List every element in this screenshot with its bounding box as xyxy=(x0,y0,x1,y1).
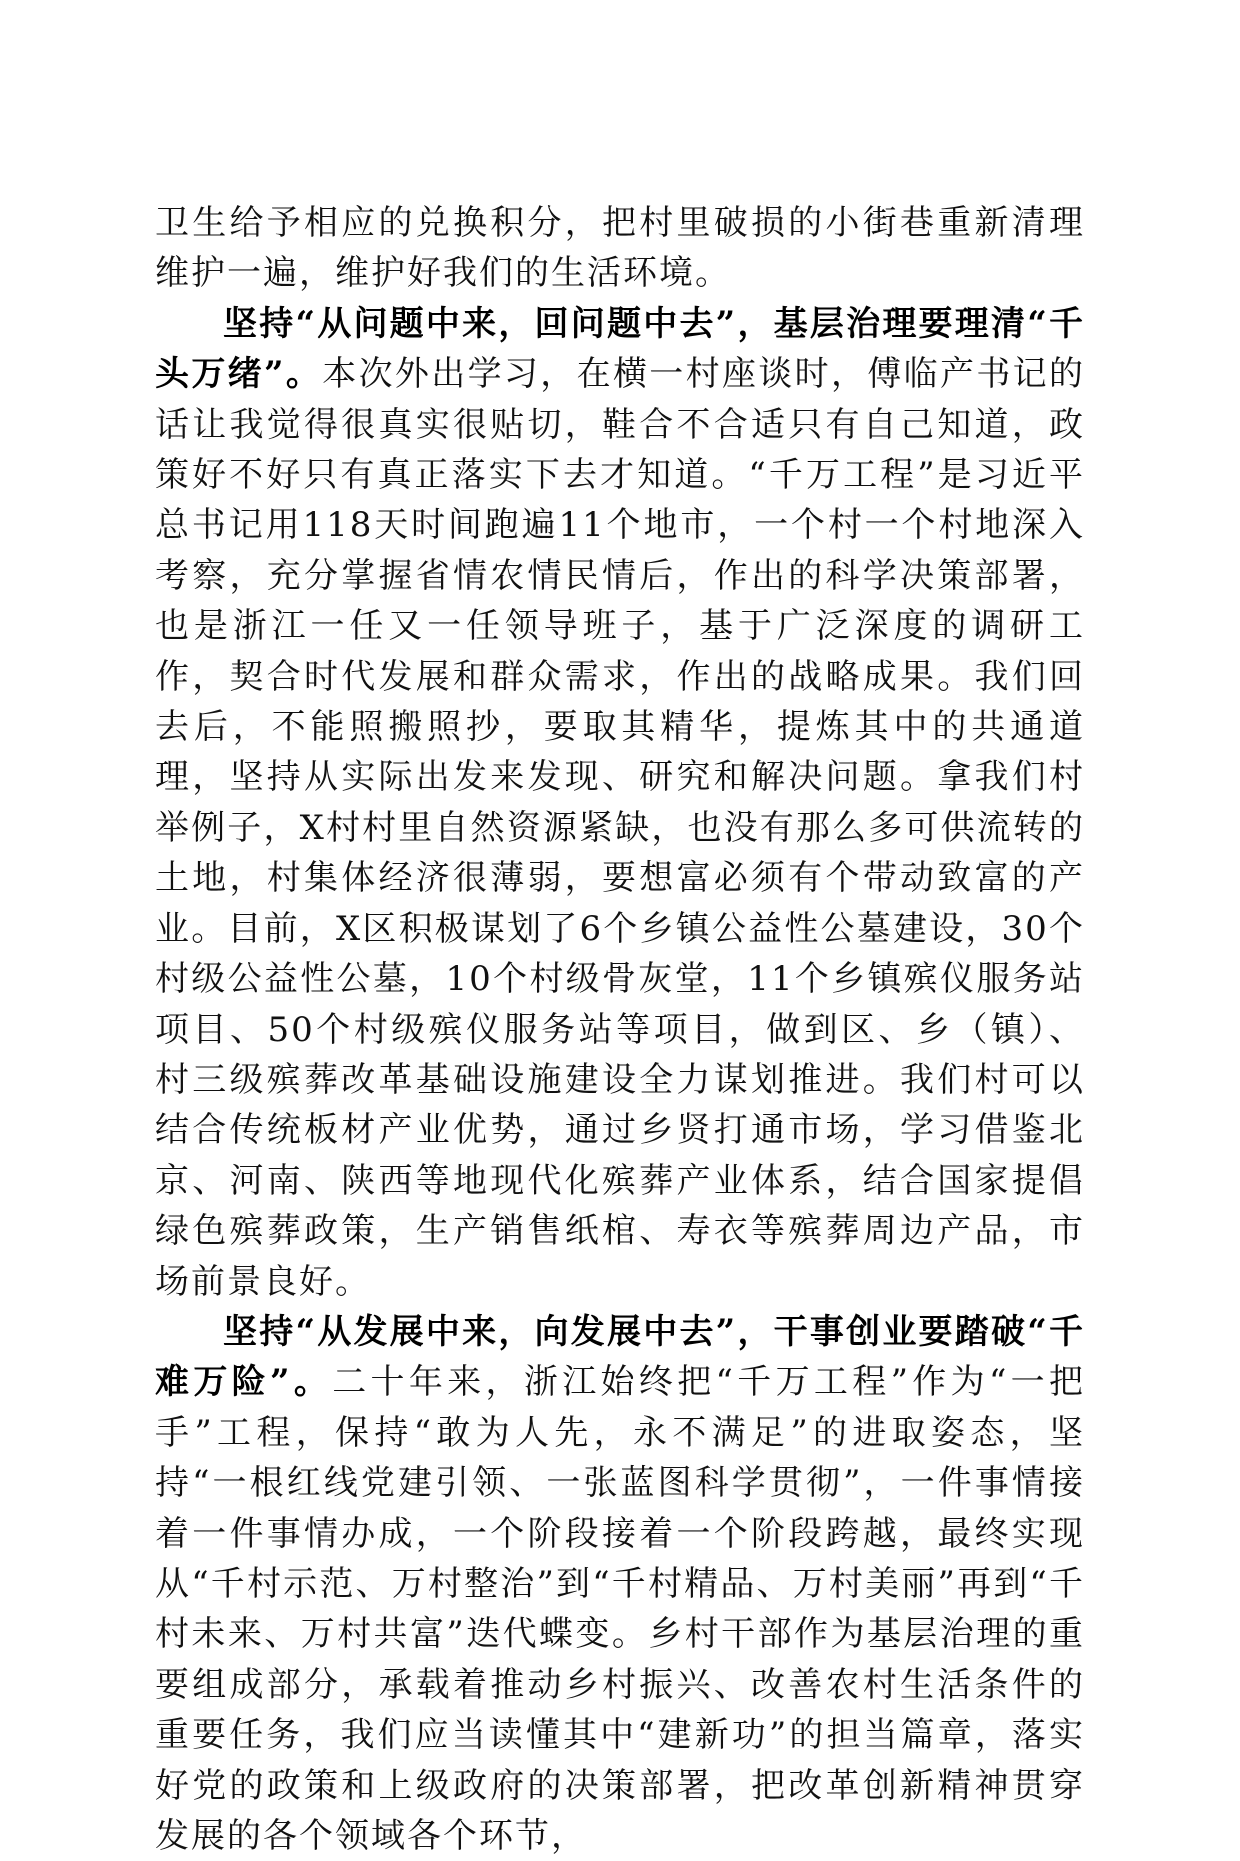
document-body xyxy=(155,198,1085,1861)
paragraph-lead-heading: 坚持“从问题中来，回问题中去”，基层治理要理清“千头万绪”。 xyxy=(155,303,1085,395)
paragraph-lead-heading: 坚持“从发展中来，向发展中去”，干事创业要踏破“千难万险”。 xyxy=(155,1311,1085,1403)
paragraph-text: 卫生给予相应的兑换积分，把村里破损的小街巷重新清理维护一遍，维护好我们的生活环境。 xyxy=(155,203,1085,294)
paragraph-continuation xyxy=(155,198,1085,299)
paragraph-text: 本次外出学习，在横一村座谈时，傅临产书记的话让我觉得很真实很贴切，鞋合不合适只有自己知道，政策好不好只有真正落实下去才知道。“千万工程”是习近平总书记用118天时间跑遍11个地市，一个村一个村地深入考察，充分掌握省情农情民情后，作出的科学决策部署，也是浙江一任又一任领导班子，基于广泛深度的调研工作，契合时代发展和群众需求，作出的战略成果。我们回去后，不能照搬照抄，要取其精华，提炼其中的共通道理，坚持从实际出发来发现、研究和解决问题。拿我们村举例子，X村村里自然资源紧缺，也没有那么多可供流转的土地，村集体经济很薄弱，要想富必须有个带动致富的产业。目前，X区积极谋划了6个乡镇公益性公墓建设，30个村级公益性公墓，10个村级骨灰堂，11个乡镇殡仪服务站项目、50个村级殡仪服务站等项目，做到区、乡（镇）、村三级殡葬改革基础设施建设全力谋划推进。我们村可以结合传统板材产业优势，通过乡贤打通市场，学习借鉴北京、河南、陕西等地现代化殡葬产业体系，结合国家提倡绿色殡葬政策，生产销售纸棺、寿衣等殡葬周边产品，市场前景良好。 xyxy=(155,354,1085,1302)
paragraph-development xyxy=(155,1307,1085,1861)
paragraph-text: 二十年来，浙江始终把“千万工程”作为“一把手”工程，保持“敢为人先，永不满足”的进取姿态，坚持“一根红线党建引领、一张蓝图科学贯彻”，一件事情接着一件事情办成，一个阶段接着一个阶段跨越，最终实现从“千村示范、万村整治”到“千村精品、万村美丽”再到“千村未来、万村共富”迭代蝶变。乡村干部作为基层治理的重要组成部分，承载着推动乡村振兴、改善农村生活条件的重要任务，我们应当读懂其中“建新功”的担当篇章，落实好党的政策和上级政府的决策部署，把改革创新精神贯穿发展的各个领域各个环节， xyxy=(155,1362,1085,1856)
paragraph-governance xyxy=(155,299,1085,1307)
